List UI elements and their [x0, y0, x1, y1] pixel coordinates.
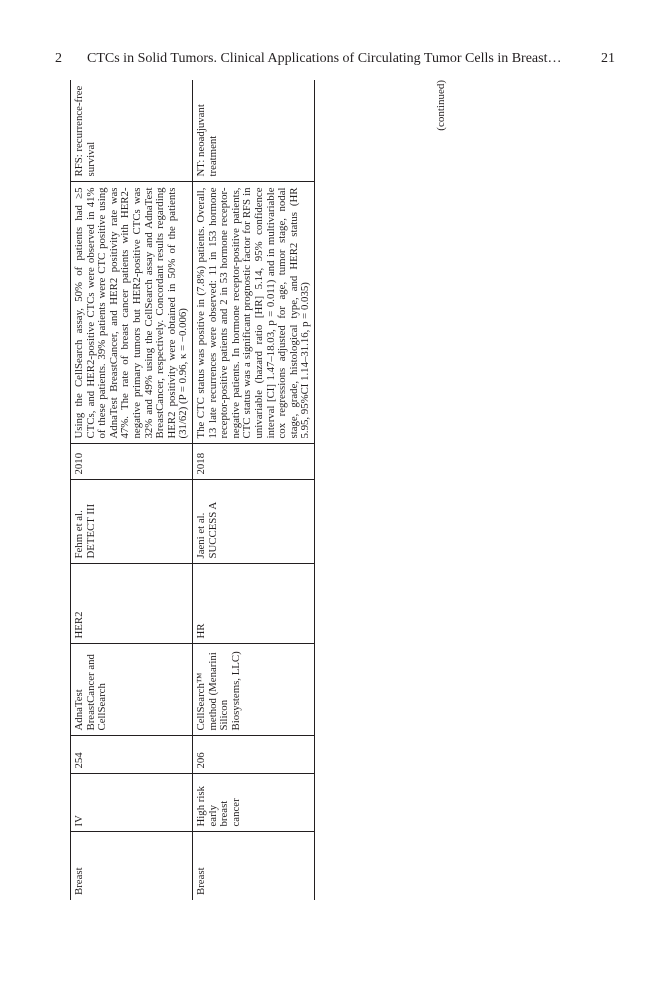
cell-method: AdnaTest BreastCancer and CellSearch — [71, 644, 193, 736]
cell-findings: The CTC status was positive in (7.8%) patients. Overall, 13 late recurrences were observed: 11 in 153 hormone receptor-positive patients and 2 in 53 hormone receptor-negative patients. In hormone receptor-positive patients, CTC status was a significant prognostic factor for RFS in univariable (hazard ratio [HR] 5.14, 95% confidence interval [CI] 1.47–18.03, p = 0.011) and in multivariable cox regressions adjusted for age, tumor stage, nodal stage, grade, histological type, and HER2 status (HR 5.95, 95%CI 1.14–31.16, p = 0.035) — [192, 182, 314, 444]
rotated-table — [70, 80, 447, 900]
cell-stage: High risk early breast cancer — [192, 774, 314, 832]
cell-abbrev: RFS: recurrence-free survival — [71, 80, 193, 182]
cell-stage: IV — [71, 774, 193, 832]
cell-study: Fehm et al. DETECT III — [71, 480, 193, 564]
cell-tumor: Breast — [194, 867, 207, 895]
cell-patients: 254 — [71, 736, 193, 774]
cell-marker: HR — [192, 564, 314, 644]
running-title: CTCs in Solid Tumors. Clinical Applications of Circulating Tumor Cells in Breast… — [87, 51, 562, 66]
cell-findings: Using the CellSearch assay, 50% of patients had ≥5 CTCs, and HER2-positive CTCs were observed in 41% of these patients. 39% patients were CTC positive using AdnaTest BreastCancer, and HER2 positivity rate was 47%. The rate of breast cancer patients with HER2-negative primary tumors but HER2-positive CTCs was 32% and 49% using the CellSearch assay and AdnaTest BreastCancer, respectively. Concordant results regarding HER2 positivity were obtained in 50% of the patients (31/62) (P = 0.96, κ = −0.006) — [71, 182, 193, 444]
table-row — [71, 80, 193, 900]
cell-study: Jaeni et al. SUCCESS A — [192, 480, 314, 564]
running-head — [55, 48, 615, 70]
page-number: 21 — [601, 51, 615, 66]
cell-method: CellSearch™ method (Menarini Silicon Biosystems, LLC) — [192, 644, 314, 736]
cell-marker: HER2 — [71, 564, 193, 644]
ctc-studies-table — [70, 80, 315, 900]
cell-year: 2018 — [192, 444, 314, 480]
cell-tumor: Breast — [73, 867, 85, 895]
cell-year: 2010 — [71, 444, 193, 480]
table-row — [192, 80, 314, 900]
continued-label: (continued) — [435, 80, 447, 131]
cell-abbrev: NT: neoadjuvant treatment — [192, 80, 314, 182]
chapter-number: 2 — [55, 51, 62, 66]
cell-patients: 206 — [192, 736, 314, 774]
